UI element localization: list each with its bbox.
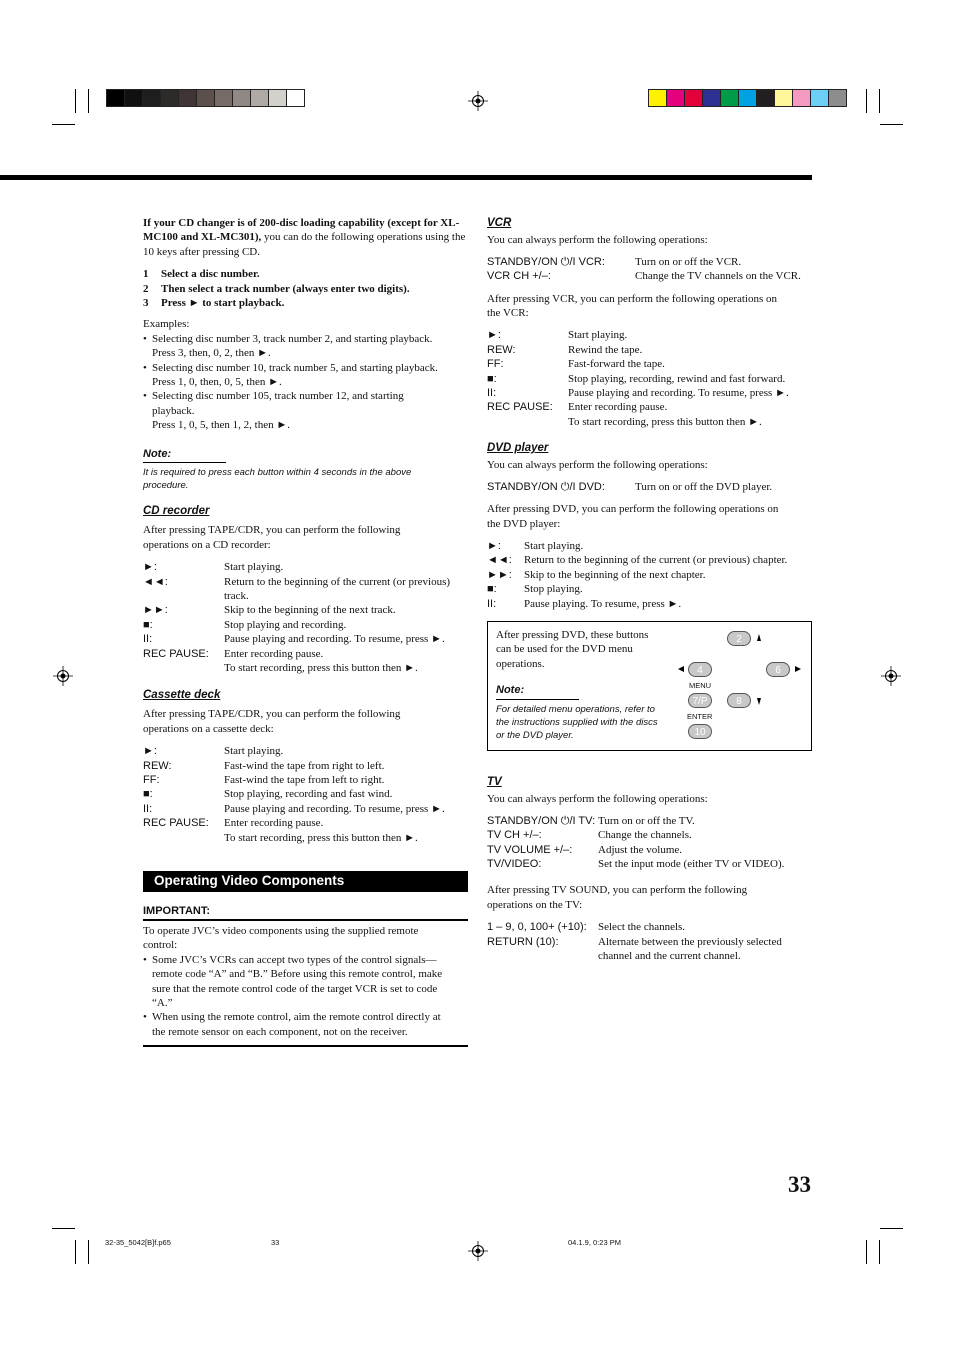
crop-mark (52, 124, 75, 125)
control-row (487, 255, 812, 269)
control-key: REW: (143, 759, 172, 772)
control-row (143, 560, 473, 574)
control-key: ◄◄: (487, 554, 512, 567)
registration-target-icon (468, 91, 488, 111)
crop-mark (880, 124, 903, 125)
control-desc: Start playing. (524, 540, 584, 553)
menu-label: MENU (689, 681, 712, 690)
color-swatch (196, 89, 215, 107)
control-key: STANDBY/ON ⏻/I TV: (487, 814, 596, 827)
button-2[interactable]: 2 (727, 631, 751, 646)
control-row (143, 603, 473, 617)
control-row (143, 632, 473, 646)
tv-after: After pressing TV SOUND, you can perform the following operations on the TV: (487, 884, 748, 911)
control-desc: Stop playing, recording and fast wind. (224, 788, 393, 801)
control-row (143, 744, 473, 758)
control-desc: Fast-forward the tape. (568, 358, 665, 371)
control-row (487, 920, 812, 934)
control-key: II: (487, 386, 497, 399)
important-bullet: • When using the remote control, aim the remote control directly at the remote sensor on each component, not on the receiver. (143, 1010, 468, 1039)
control-row (487, 400, 812, 414)
vcr-controls (487, 328, 812, 429)
control-desc: To start recording, press this button then ►. (224, 661, 418, 674)
important-bullet: • Some JVC’s VCRs can accept two types of the control signals— remote code “A” and “B.” Before using this remote control, make sure that the remote control code of the target VCR is set to code “A.” (143, 953, 468, 1011)
control-desc: Change the channels. (598, 829, 692, 842)
control-desc: Pause playing. To resume, press ►. (524, 597, 682, 610)
control-key: ■: (143, 788, 153, 801)
control-row (143, 773, 473, 787)
important-bottom-rule (143, 1045, 468, 1047)
control-key: ◄◄: (143, 575, 168, 588)
crop-mark (75, 89, 76, 113)
color-swatch (666, 89, 685, 107)
control-row (143, 647, 473, 661)
control-desc: To start recording, press this button then ►. (568, 415, 762, 428)
control-row (487, 372, 812, 386)
dvd-always: You can always perform the following operations: (487, 459, 708, 472)
control-desc: track. (224, 590, 249, 602)
dvd-menu-box (487, 621, 812, 751)
note-title: Note: (143, 448, 172, 460)
control-key: ■: (487, 372, 497, 385)
tv-heading: TV (487, 776, 502, 788)
control-desc: Stop playing. (524, 583, 583, 596)
control-key: ►: (487, 540, 501, 553)
control-key: II: (143, 633, 153, 646)
color-swatch (792, 89, 811, 107)
control-key: REC PAUSE: (143, 647, 209, 660)
cassette-heading: Cassette deck (143, 689, 221, 701)
control-row (143, 575, 473, 589)
control-desc: Stop playing, recording, rewind and fast forward. (568, 372, 786, 385)
control-row (487, 857, 812, 871)
control-desc: Change the TV channels on the VCR. (635, 270, 801, 283)
step: 3 Press ► to start playback. (143, 297, 285, 309)
color-swatch (648, 89, 667, 107)
control-desc: Fast-wind the tape from right to left. (224, 759, 385, 772)
control-desc: Enter recording pause. (224, 817, 324, 830)
dvd-controls (487, 539, 812, 611)
control-key: ■: (487, 583, 497, 596)
arrow-right-icon (795, 666, 801, 672)
control-key: REC PAUSE: (487, 401, 553, 414)
dvd-menu-text: After pressing DVD, these buttons can be used for the DVD menu operations. (496, 629, 649, 670)
control-desc: Rewind the tape. (568, 343, 643, 356)
control-desc: Stop playing and recording. (224, 618, 347, 631)
color-swatch (124, 89, 143, 107)
control-key: ►: (487, 329, 501, 342)
footer-file: 32-35_5042[B]f.p65 (105, 1238, 171, 1247)
button-10[interactable]: 10 (688, 724, 712, 739)
cd-recorder-section (143, 504, 473, 675)
control-key: ►: (143, 745, 157, 758)
button-8[interactable]: 8 (727, 693, 751, 708)
dvd-heading: DVD player (487, 442, 549, 454)
control-row (487, 269, 812, 283)
control-row (143, 618, 473, 632)
dvd-standby-row: STANDBY/ON ⏻/I DVD: Turn on or off the DVD player. (487, 480, 773, 493)
crop-mark (866, 89, 867, 113)
control-desc: Pause playing and recording. To resume, press ►. (224, 802, 445, 815)
control-desc: Enter recording pause. (224, 647, 324, 660)
control-row (487, 415, 812, 429)
control-key: REW: (487, 343, 516, 356)
control-desc: Pause playing and recording. To resume, press ►. (224, 633, 445, 646)
color-swatch (810, 89, 829, 107)
control-desc: Return to the beginning of the current (or previous) chapter. (524, 554, 788, 567)
dvd-after: After pressing DVD, you can perform the following operations on the DVD player: (487, 503, 779, 530)
color-swatch (684, 89, 703, 107)
color-swatch (268, 89, 287, 107)
note-rule (143, 462, 226, 463)
control-desc: Fast-wind the tape from left to right. (224, 774, 385, 786)
control-desc: Adjust the volume. (598, 843, 683, 856)
color-swatch (720, 89, 739, 107)
color-swatch (142, 89, 161, 107)
header-rule (0, 175, 812, 180)
control-key: ►►: (487, 568, 512, 581)
control-key: 1 – 9, 0, 100+ (+10): (487, 921, 587, 934)
control-row (487, 357, 812, 371)
dvd-section (487, 441, 812, 611)
crop-mark (879, 1240, 880, 1264)
cassette-intro: After pressing TAPE/CDR, you can perform the following operations on a cassette deck: (143, 708, 401, 735)
arrow-left-icon (678, 666, 684, 672)
tv-section (487, 775, 812, 963)
control-row (143, 759, 473, 773)
control-key: VCR CH +/–: (487, 270, 551, 283)
color-swatch (160, 89, 179, 107)
important-rule (143, 919, 468, 921)
section-banner (143, 871, 468, 892)
cassette-controls (143, 744, 473, 845)
example-item: • Selecting disc number 3, track number 2, and starting playback. Press 3, then, 0, 2, then ►. (143, 332, 468, 361)
color-swatch (106, 89, 125, 107)
control-row (487, 582, 812, 596)
control-key: II: (487, 597, 497, 610)
control-key: TV VOLUME +/–: (487, 843, 573, 856)
control-row (143, 831, 473, 845)
registration-target-icon (881, 666, 901, 686)
crop-mark (879, 89, 880, 113)
vcr-section (487, 216, 812, 429)
dvd-note-rule (496, 699, 579, 700)
control-desc: Alternate between the previously selected (598, 935, 782, 948)
control-desc: Enter recording pause. (568, 401, 668, 414)
footer-date: 04.1.9, 0:23 PM (568, 1238, 621, 1247)
important-label: IMPORTANT: (143, 905, 211, 917)
control-row (487, 386, 812, 400)
control-desc: To start recording, press this button then ►. (224, 831, 418, 844)
color-swatch (214, 89, 233, 107)
control-desc: Turn on or off the VCR. (635, 255, 742, 268)
step: 2 Then select a track number (always enter two digits). (143, 282, 410, 295)
color-swatch (232, 89, 251, 107)
important-intro: To operate JVC’s video components using the supplied remote control: (143, 925, 419, 952)
control-desc: Skip to the beginning of the next chapter. (524, 568, 706, 581)
section-title: Operating Video Components (154, 873, 345, 888)
control-desc: Start playing. (568, 329, 628, 342)
control-key: STANDBY/ON ⏻/I VCR: (487, 255, 605, 268)
crop-mark (88, 89, 89, 113)
tv-always-controls (487, 814, 812, 872)
button-6[interactable]: 6 (766, 662, 790, 677)
color-swatch (756, 89, 775, 107)
control-desc: Start playing. (224, 561, 284, 574)
control-desc: Turn on or off the TV. (598, 814, 695, 827)
control-key: RETURN (10): (487, 935, 559, 948)
control-desc: Skip to the beginning of the next track. (224, 604, 396, 617)
cd-recorder-controls (143, 560, 473, 675)
vcr-after: After pressing VCR, you can perform the following operations on the VCR: (487, 292, 778, 319)
tv-controls (487, 920, 812, 963)
example-item: • Selecting disc number 10, track number 5, and starting playback. Press 1, 0, then, 0, 5, then ►. (143, 361, 468, 390)
arrow-down-icon (757, 698, 761, 705)
enter-label: ENTER (687, 712, 713, 721)
control-row (487, 343, 812, 357)
registration-target-icon (53, 666, 73, 686)
control-row (143, 661, 473, 675)
intro-paragraph: If your CD changer is of 200-disc loading capability (except for XL-MC100 and XL-MC301), you can do the following operations using the 10 keys after pressing CD. (143, 217, 466, 258)
control-key: ►: (143, 561, 157, 574)
color-swatch (828, 89, 847, 107)
cd-recorder-heading: CD recorder (143, 505, 210, 517)
crop-mark (880, 1228, 903, 1229)
control-desc: channel and the current channel. (598, 949, 741, 962)
vcr-always: You can always perform the following operations: (487, 234, 708, 247)
color-swatch (250, 89, 269, 107)
control-row (487, 828, 812, 842)
button-7p[interactable]: 7/P (688, 693, 712, 708)
control-key: TV CH +/–: (487, 829, 542, 842)
control-row (487, 539, 812, 553)
note-block (143, 447, 468, 492)
control-row (143, 589, 473, 603)
control-row (487, 328, 812, 342)
color-swatch (738, 89, 757, 107)
step: 1 Select a disc number. (143, 268, 260, 281)
control-key: FF: (487, 358, 504, 371)
color-swatch (178, 89, 197, 107)
arrow-up-icon (757, 634, 761, 641)
registration-target-icon (468, 1241, 488, 1261)
crop-mark (75, 1240, 76, 1264)
dvd-note-title: Note: (496, 684, 525, 696)
control-row (487, 568, 812, 582)
steps-list (143, 267, 468, 310)
control-key: II: (143, 802, 153, 815)
crop-mark (866, 1240, 867, 1264)
example-item: • Selecting disc number 105, track number 12, and starting playback. Press 1, 0, 5, then 1, 2, then ►. (143, 389, 468, 432)
button-4[interactable]: 4 (688, 662, 712, 677)
tv-always: You can always perform the following operations: (487, 793, 708, 806)
control-row (487, 843, 812, 857)
control-key: FF: (143, 774, 160, 786)
left-column (143, 216, 468, 433)
control-desc: Pause playing and recording. To resume, press ►. (568, 386, 789, 399)
control-key: ►►: (143, 604, 168, 617)
crop-mark (88, 1240, 89, 1264)
examples-label: Examples: (143, 318, 190, 331)
cassette-section (143, 688, 473, 845)
control-row (487, 949, 812, 963)
control-desc: Return to the beginning of the current (or previous) (224, 575, 451, 588)
control-desc: Start playing. (224, 745, 284, 758)
control-row (487, 935, 812, 949)
crop-mark (52, 1228, 75, 1229)
control-row (143, 816, 473, 830)
cd-recorder-intro: After pressing TAPE/CDR, you can perform the following operations on a CD recorder: (143, 524, 401, 551)
control-key: ■: (143, 618, 153, 631)
control-row (487, 597, 812, 611)
control-row (487, 553, 812, 567)
important-text (143, 924, 468, 1039)
vcr-heading: VCR (487, 217, 512, 229)
control-row (143, 802, 473, 816)
color-swatch (702, 89, 721, 107)
control-key: TV/VIDEO: (487, 857, 542, 870)
vcr-always-controls (487, 255, 812, 284)
note-text: It is required to press each button within 4 seconds in the above procedure. (143, 467, 412, 491)
color-swatch (286, 89, 305, 107)
footer-page: 33 (271, 1238, 280, 1247)
dvd-note-text: For detailed menu operations, refer to the instructions supplied with the discs or the DVD player. (496, 704, 658, 741)
control-desc: Select the channels. (598, 921, 686, 934)
color-swatch (774, 89, 793, 107)
control-row (143, 787, 473, 801)
control-desc: Set the input mode (either TV or VIDEO). (598, 857, 785, 870)
control-row (487, 814, 812, 828)
page-number: 33 (788, 1172, 811, 1197)
control-key: REC PAUSE: (143, 817, 209, 830)
